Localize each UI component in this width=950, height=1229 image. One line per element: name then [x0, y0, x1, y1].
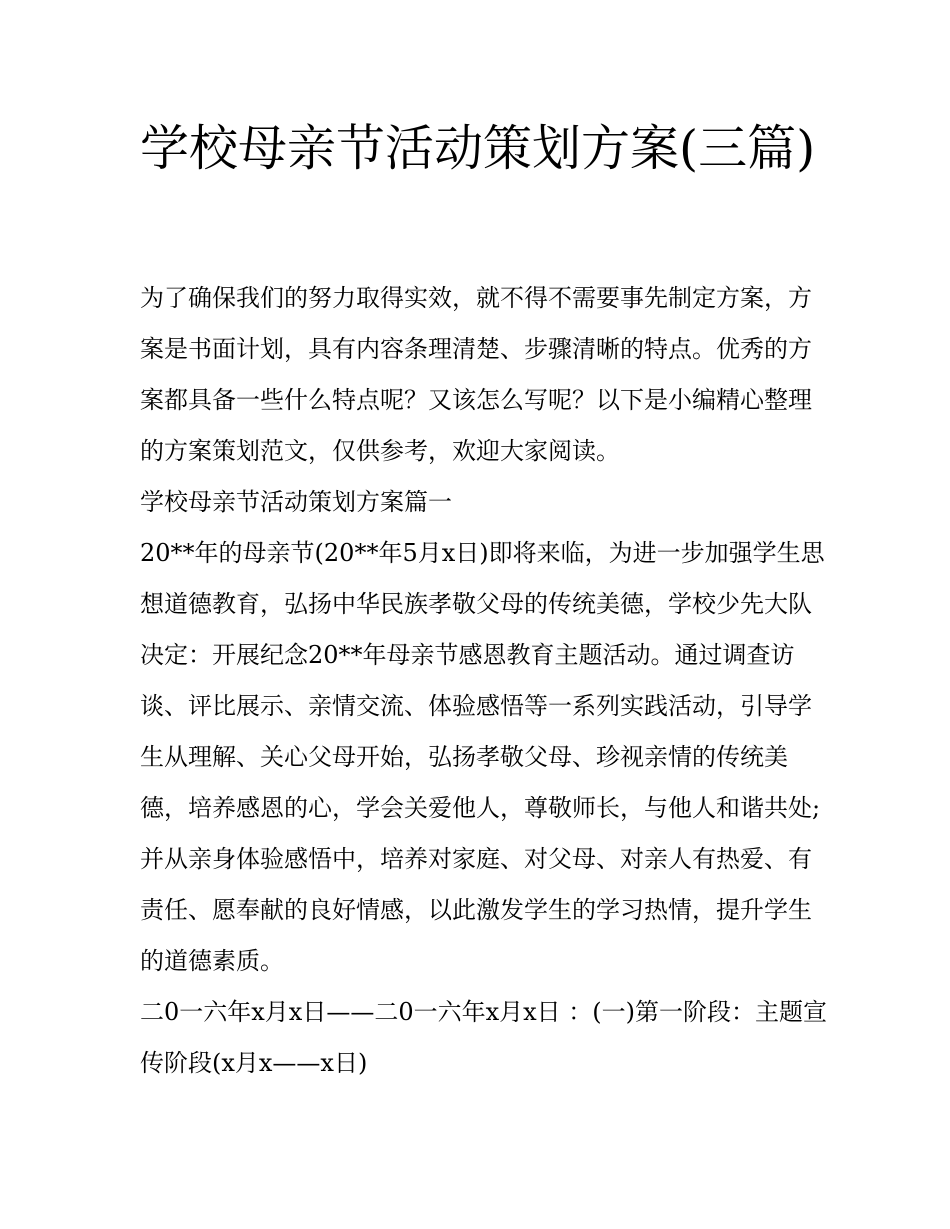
schedule-paragraph: 二0一六年x月x日——二0一六年x月x日 ：(一)第一阶段：主题宣传阶段(x月x——x日) — [140, 998, 828, 1077]
document-body — [140, 273, 830, 1089]
section-heading: 学校母亲节活动策划方案篇一 — [140, 488, 452, 516]
intro-paragraph: 为了确保我们的努力取得实效，就不得不需要事先制定方案，方案是书面计划，具有内容条理清楚、步骤清晰的特点。优秀的方案都具备一些什么特点呢？又该怎么写呢？以下是小编精心整理的方案策划范文，仅供参考，欢迎大家阅读。 — [140, 284, 812, 465]
document-title: 学校母亲节活动策划方案(三篇) — [140, 120, 816, 177]
body-paragraph: 20**年的母亲节(20**年5月x日)即将来临，为进一步加强学生思想道德教育，弘扬中华民族孝敬父母的传统美德，学校少先大队决定：开展纪念20**年母亲节感恩教育主题活动。通过调查访谈、评比展示、亲情交流、体验感悟等一系列实践活动，引导学生从理解、关心父母开始，弘扬孝敬父母、珍视亲情的传统美德，培养感恩的心，学会关爱他人，尊敬师长，与他人和谐共处;并从亲身体验感悟中，培养对家庭、对父母、对亲人有热爱、有责任、愿奉献的良好情感，以此激发学生的学习热情，提升学生的道德素质。 — [140, 539, 825, 975]
